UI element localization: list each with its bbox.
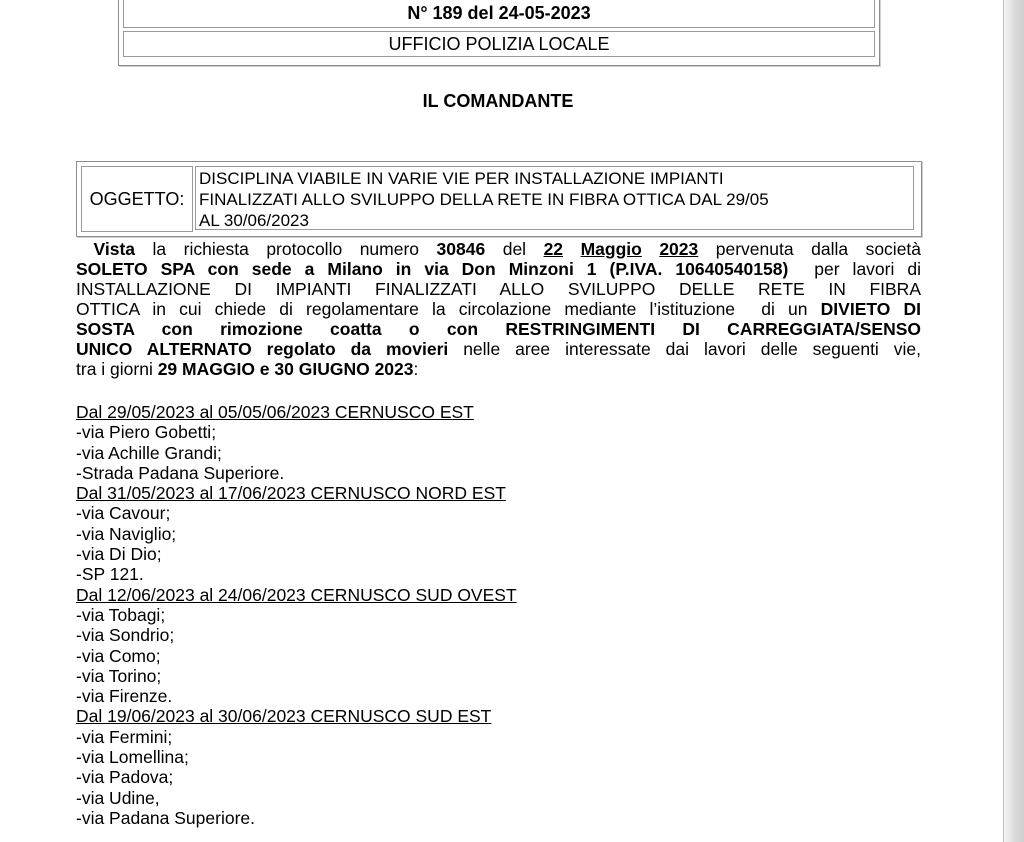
street-item: -via Naviglio; [76,523,177,544]
street-item: -via Como; [76,645,161,666]
request-year: 2023 [659,239,699,259]
street-list [76,402,921,828]
street-item: -via Achille Grandi; [76,442,222,463]
body-line: SOLETO SPA con sede a Milano in via Don Minzoni 1 (P.IVA. 10640540158) per lavori di [76,259,921,279]
body-paragraph [76,239,921,379]
street-item: -via Di Dio; [76,544,162,565]
vista-word: Vista [93,239,136,259]
viewer-scrollbar[interactable] [1004,0,1024,842]
request-month: Maggio [580,239,642,259]
street-item: -Strada Padana Superiore. [76,462,285,483]
body-line: SOSTA con rimozione coatta o con RESTRINGIMENTI DI CARREGGIATA/SENSO [76,319,921,339]
request-day: 22 [543,239,564,259]
street-item: -via Tobagi; [76,604,166,625]
street-item: -via Padana Superiore. [76,807,255,828]
street-item: -via Piero Gobetti; [76,422,217,443]
street-item: -via Cavour; [76,503,171,524]
document-header [118,0,880,66]
section-heading: Dal 12/06/2023 al 24/06/2023 CERNUSCO SUD OVEST [76,584,517,605]
document-title: IL COMANDANTE [422,91,574,111]
protocol-number: 30846 [436,239,486,259]
street-item: -via Sondrio; [76,625,175,646]
section-heading: Dal 19/06/2023 al 30/06/2023 CERNUSCO SUD EST [76,706,492,727]
street-item: -via Torino; [76,665,162,686]
street-item: -via Lomellina; [76,747,189,768]
street-item: -via Fermini; [76,726,173,747]
section-heading: Dal 29/05/2023 al 05/05/06/2023 CERNUSCO EST [76,402,474,422]
company-info: SOLETO SPA con sede a Milano in via Don Minzoni 1 (P.IVA. 10640540158) [76,259,789,279]
subject-text [195,166,914,230]
section-heading: Dal 31/05/2023 al 17/06/2023 CERNUSCO NORD EST [76,483,506,504]
body-line: UNICO ALTERNATO regolato da movieri nelle aree interessate dai lavori delle seguenti vie, [76,339,921,359]
body-line: INSTALLAZIONE DI IMPIANTI FINALIZZATI ALLO SVILUPPO DELLE RETE IN FIBRA [76,279,921,299]
street-item: -via Firenze. [76,686,173,707]
body-line: Vista la richiesta protocollo numero 30846 del 22 Maggio 2023 pervenuta dalla società [93,239,922,259]
street-item: -via Padova; [76,767,174,788]
date-range: 29 MAGGIO e 30 GIUGNO 2023 [157,359,414,379]
office-name: UFFICIO POLIZIA LOCALE [123,31,875,57]
body-line: OTTICA in cui chiede di regolamentare la circolazione mediante l’istituzione di un DIVIETO DI [76,299,921,319]
subject-line: AL 30/06/2023 [199,211,309,230]
street-item: -SP 121. [76,564,144,585]
subject-line: DISCIPLINA VIABILE IN VARIE VIE PER INSTALLAZIONE IMPIANTI [199,169,724,188]
subject-table [76,161,922,237]
ordinance-number: N° 189 del 24-05-2023 [123,0,875,28]
body-line: tra i giorni 29 MAGGIO e 30 GIUGNO 2023: [76,359,419,379]
subject-label: OGGETTO: [81,166,193,232]
subject-line: FINALIZZATI ALLO SVILUPPO DELLA RETE IN FIBRA OTTICA DAL 29/05 [199,190,769,209]
street-item: -via Udine, [76,787,160,808]
